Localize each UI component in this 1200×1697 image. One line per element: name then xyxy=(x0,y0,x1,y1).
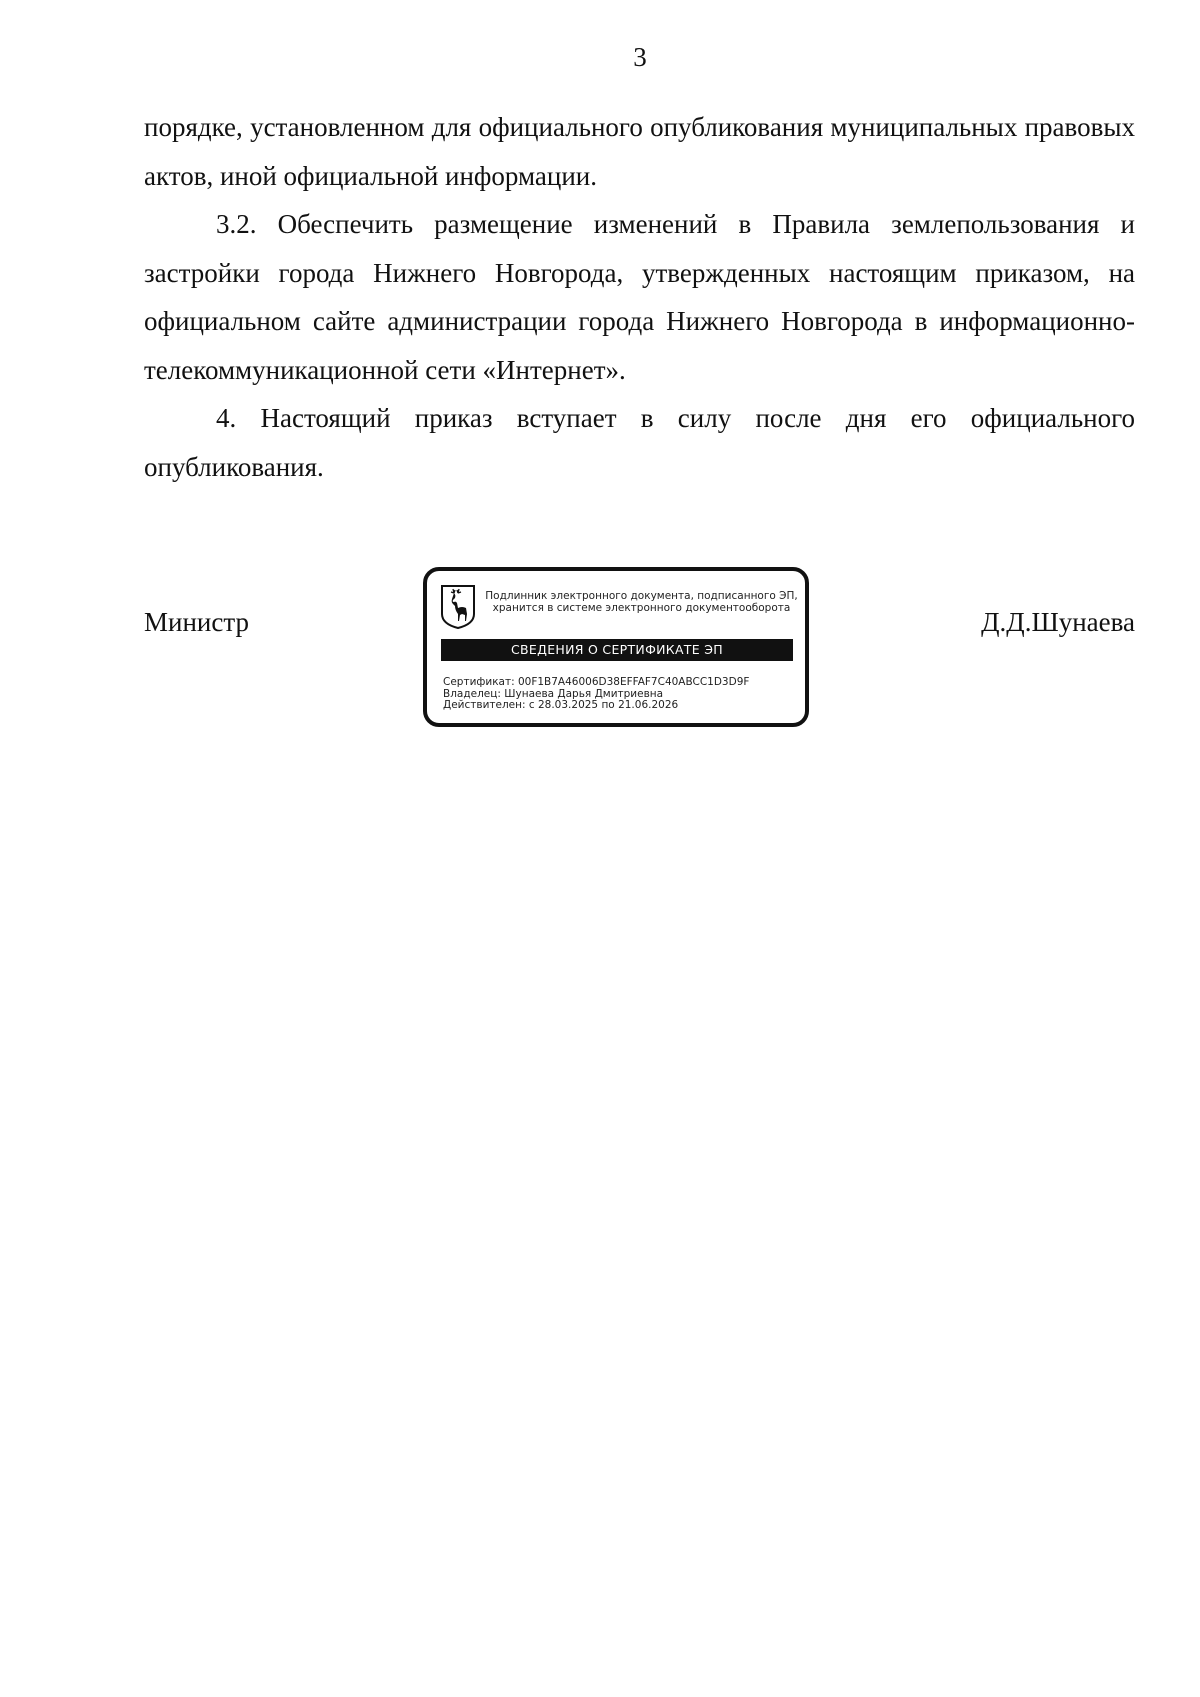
document-body xyxy=(144,103,1135,491)
signer-position: Министр xyxy=(144,607,249,637)
stamp-notice-line-1: Подлинник электронного документа, подписанного ЭП, xyxy=(485,590,798,602)
stamp-validity: Действителен: с 28.03.2025 по 21.06.2026 xyxy=(443,699,679,711)
stamp-notice-line-2: хранится в системе электронного документооборота xyxy=(492,602,791,614)
stamp-notice xyxy=(479,590,804,614)
stamp-certificate-number: Сертификат: 00F1B7A46006D38EFFAF7C40ABCC1D3D9F xyxy=(443,676,750,688)
page-number: 3 xyxy=(633,42,647,72)
paragraph-3-2: 3.2. Обеспечить размещение изменений в Правила землепользования и застройки города Нижнего Новгорода, утвержденных настоящим приказом, на официальном сайте администрации города Нижнего Новгорода в информационно-телекоммуникационной сети «Интернет». xyxy=(144,209,1135,385)
electronic-signature-stamp xyxy=(423,567,809,727)
stamp-owner: Владелец: Шунаева Дарья Дмитриевна xyxy=(443,687,664,700)
deer-coat-of-arms-icon xyxy=(440,584,476,630)
paragraph-publication-order: порядке, установленном для официального опубликования муниципальных правовых актов, иной официальной информации. xyxy=(144,112,1135,191)
stamp-certificate-details xyxy=(443,677,793,712)
stamp-title-bar: СВЕДЕНИЯ О СЕРТИФИКАТЕ ЭП xyxy=(441,639,793,661)
signer-name: Д.Д.Шунаева xyxy=(981,607,1135,637)
paragraph-4: 4. Настоящий приказ вступает в силу после дня его официального опубликования. xyxy=(144,403,1135,482)
